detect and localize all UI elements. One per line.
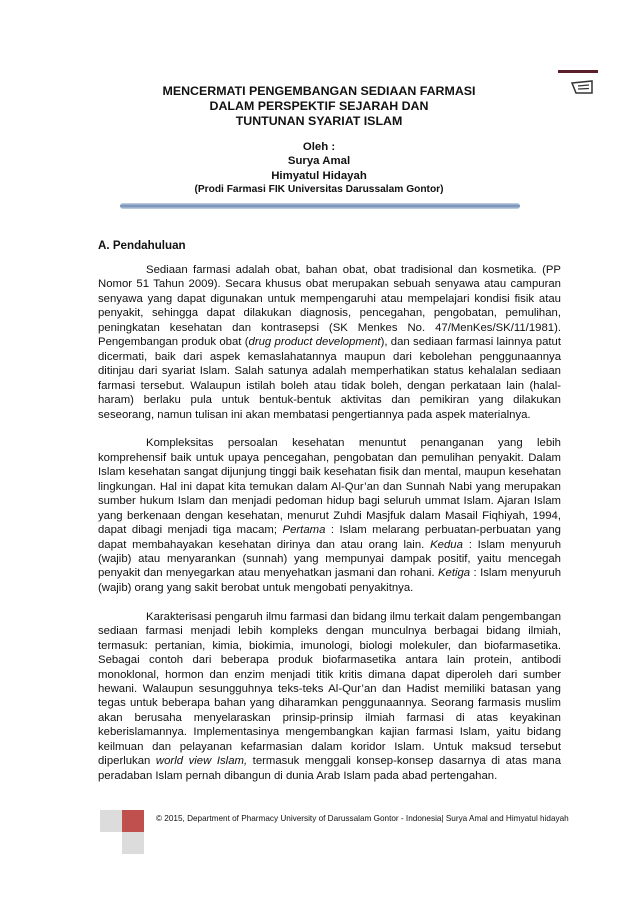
footer-square-gray xyxy=(100,810,122,832)
page-footer: © 2015, Department of Pharmacy University of Darussalam Gontor - Indonesia| Surya Amal and Himyatul hidayah xyxy=(156,814,569,823)
title-line: MENCERMATI PENGEMBANGAN SEDIAAN FARMASI xyxy=(162,84,476,98)
italic-text-run: Kedua xyxy=(430,538,463,551)
title-line: TUNTUNAN SYARIAT ISLAM xyxy=(235,114,403,128)
italic-text-run: drug product development xyxy=(248,336,381,349)
body-text xyxy=(98,263,561,783)
section-heading: A. Pendahuluan xyxy=(98,239,186,252)
author-affiliation: (Prodi Farmasi FIK Universitas Darussalam Gontor) xyxy=(194,184,444,196)
italic-text-run: world view Islam, xyxy=(155,755,248,768)
text-run: ), dan sediaan farmasi lainnya patut dicermati, baik dari aspek kemaslahatannya maupun dari kebolehan penggunaannya ditinjau dari syariat Islam. Salah satunya adalah memperhatikan status kehalalan sediaan farmasi tersebut. Walaupun istilah boleh atau tidak boleh, dengan perkataan lain (halal-haram) berlaku pula untuk bentuk-bentuk aktivitas dan pemikiran yang dilakukan seseorang, namun tulisan ini akan membatasi pengertiannya pada aspek materialnya. xyxy=(98,336,561,421)
text-run: : Islam menyuruh (wajib) atau menyarankan (sunnah) yang mempunyai dampak positif, yaitu mencegah penyakit dan menyegarkan atau menyehatkan jasmani dan rohani. xyxy=(98,538,562,580)
footer-square-red xyxy=(122,810,144,832)
body-paragraph xyxy=(98,610,561,783)
author-name: Himyatul Hidayah xyxy=(271,169,367,182)
title-line: DALAM PERSPEKTIF SEJARAH DAN xyxy=(209,99,429,113)
author-name: Surya Amal xyxy=(287,155,351,168)
document-title xyxy=(0,84,638,129)
footer-square-gray xyxy=(122,832,144,854)
italic-text-run: Pertama xyxy=(282,524,326,537)
byline-label: Oleh : xyxy=(302,141,336,153)
text-run: Sediaan farmasi adalah obat, bahan obat, obat tradisional dan kosmetika. (PP Nomor 51 Tahun 2009). Secara khusus obat merupakan sebuah senyawa atau campuran senyawa yang dapat digunakan untuk mempengaruhi atau mempelajari kondisi fisik atau penyakit, sehingga dapat dilakukan diagnosis, pencegahan, pengobatan, pemulihan, peningkatan kesehatan dan kontrasepsi (SK Menkes No. 47/MenKes/SK/11/1981). Pengembangan produk obat ( xyxy=(98,264,561,349)
text-run: termasuk menggali konsep-konsep dasarnya di atas mana peradaban Islam pernah dibangun di dunia Arab Islam pada abad pertengahan. xyxy=(98,755,562,782)
title-separator-rule xyxy=(120,203,520,209)
text-run: Karakterisasi pengaruh ilmu farmasi dan bidang ilmu terkait dalam pengembangan sediaan farmasi menjadi lebih kompleks dengan munculnya berbagai bidang ilmiah, termasuk: pertanian, kimia, biokimia, imunologi, biologi molekuler, dan biofarmasetika. Sebagai contoh dari beberapa produk biofarmasetika antara lain protein, antibodi monoklonal, hormon dan enzim menjadi titik kritis dimana dapat diperoleh dari sumber hewani. Walaupun sesungguhnya teks-teks Al-Qur’an dan Hadist memiliki batasan yang tegas untuk beberapa bahan yang diharamkan penggunaannya. Seorang farmasis muslim akan berusaha menyelaraskan prinsip-prinsip ilmiah farmasi di atas keyakinan keberislamannya. Implementasinya mengembangkan kajian farmasi Islam, yaitu bidang keilmuan dan pelayanan kefarmasian dalam koridor Islam. Untuk maksud tersebut diperlukan xyxy=(98,610,561,768)
italic-text-run: Ketiga xyxy=(437,567,471,580)
top-decorative-bar xyxy=(558,70,598,73)
text-run: Kompleksitas persoalan kesehatan menuntut penanganan yang lebih komprehensif baik untuk upaya pencegahan, pengobatan dan pemulihan penyakit. Dalam Islam kesehatan sangat dijunjung tinggi baik kesehatan fisik dan mental, maupun kesehatan lingkungan. Hal ini dapat kita temukan dalam Al-Qur’an dan Sunnah Nabi yang merupakan sumber hukum Islam dan menjadi pedoman hidup bagi seluruh ummat Islam. Ajaran Islam yang berkenaan dengan kesehatan, menurut Zuhdi Masjfuk dalam Masail Fiqhiyah, 1994, dapat dibagi menjadi tiga macam; xyxy=(98,437,561,537)
text-run: : Islam menyuruh (wajib) orang yang sakit berobat untuk mengobati penyakitnya. xyxy=(98,567,562,594)
text-run: : Islam melarang perbuatan-perbuatan yang dapat membahayakan kesehatan dirinya dan atau orang lain. xyxy=(98,524,561,551)
body-paragraph xyxy=(98,436,561,595)
body-paragraph xyxy=(98,263,561,422)
byline-block xyxy=(0,140,638,198)
